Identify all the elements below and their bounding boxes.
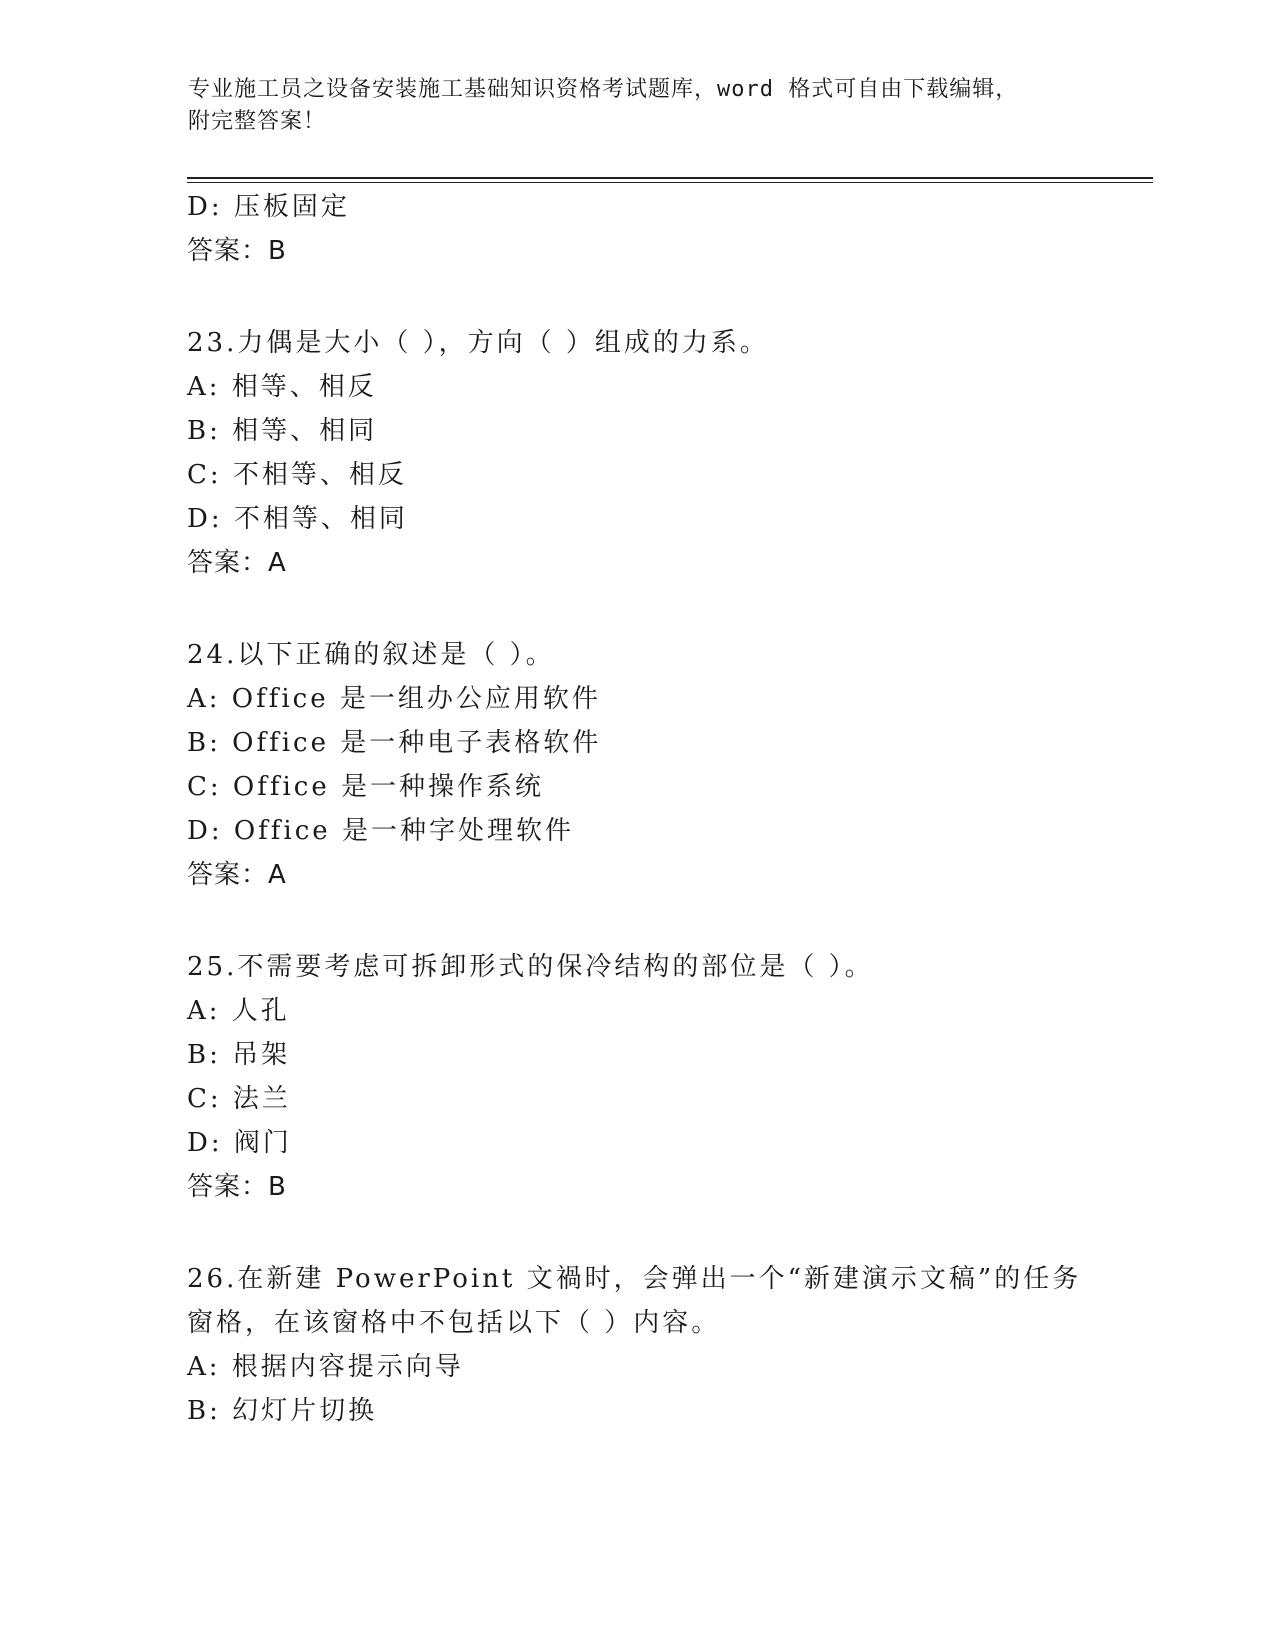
q23-option-d: D: 不相等、相同 (187, 504, 408, 534)
q26-question-line-2: 窗格，在该窗格中不包括以下（ ）内容。 (187, 1308, 721, 1338)
header-line-2: 附完整答案！ (188, 109, 327, 134)
q26-option-a: A: 根据内容提示向导 (187, 1352, 464, 1382)
q23-option-c: C: 不相等、相反 (187, 460, 407, 490)
q25-question: 25.不需要考虑可拆卸形式的保冷结构的部位是（ ）。 (187, 952, 874, 982)
q24-option-a: A: Office 是一组办公应用软件 (187, 684, 601, 714)
q25-option-c: C: 法兰 (187, 1084, 291, 1114)
q23-answer: 答案：A (187, 548, 287, 578)
q24-answer: 答案：A (187, 860, 287, 890)
document-header (188, 74, 1088, 138)
header-divider-thin (187, 182, 1153, 183)
q25-option-b: B: 吊架 (187, 1040, 291, 1070)
q23-option-b: B: 相等、相同 (187, 416, 378, 446)
q23-question: 23.力偶是大小（ ），方向（ ）组成的力系。 (187, 328, 769, 358)
header-line-1: 专业施工员之设备安装施工基础知识资格考试题库，word 格式可自由下载编辑， (188, 77, 1019, 102)
q25-option-a: A: 人孔 (187, 996, 290, 1026)
q26-option-b: B: 幻灯片切换 (187, 1396, 378, 1426)
q26-question-line-1: 26.在新建 PowerPoint 文禍时，会弹出一个“新建演示文稿”的任务 (187, 1264, 1082, 1294)
q25-answer: 答案：B (187, 1172, 287, 1202)
prev-option-d: D: 压板固定 (187, 192, 350, 222)
q24-option-c: C: Office 是一种操作系统 (187, 772, 545, 802)
q23-option-a: A: 相等、相反 (187, 372, 377, 402)
q24-option-b: B: Office 是一种电子表格软件 (187, 728, 602, 758)
q24-option-d: D: Office 是一种字处理软件 (187, 816, 574, 846)
q24-question: 24.以下正确的叙述是（ ）。 (187, 640, 555, 670)
q25-option-d: D: 阀门 (187, 1128, 292, 1158)
prev-answer: 答案：B (187, 236, 287, 266)
header-divider-thick (187, 177, 1153, 179)
